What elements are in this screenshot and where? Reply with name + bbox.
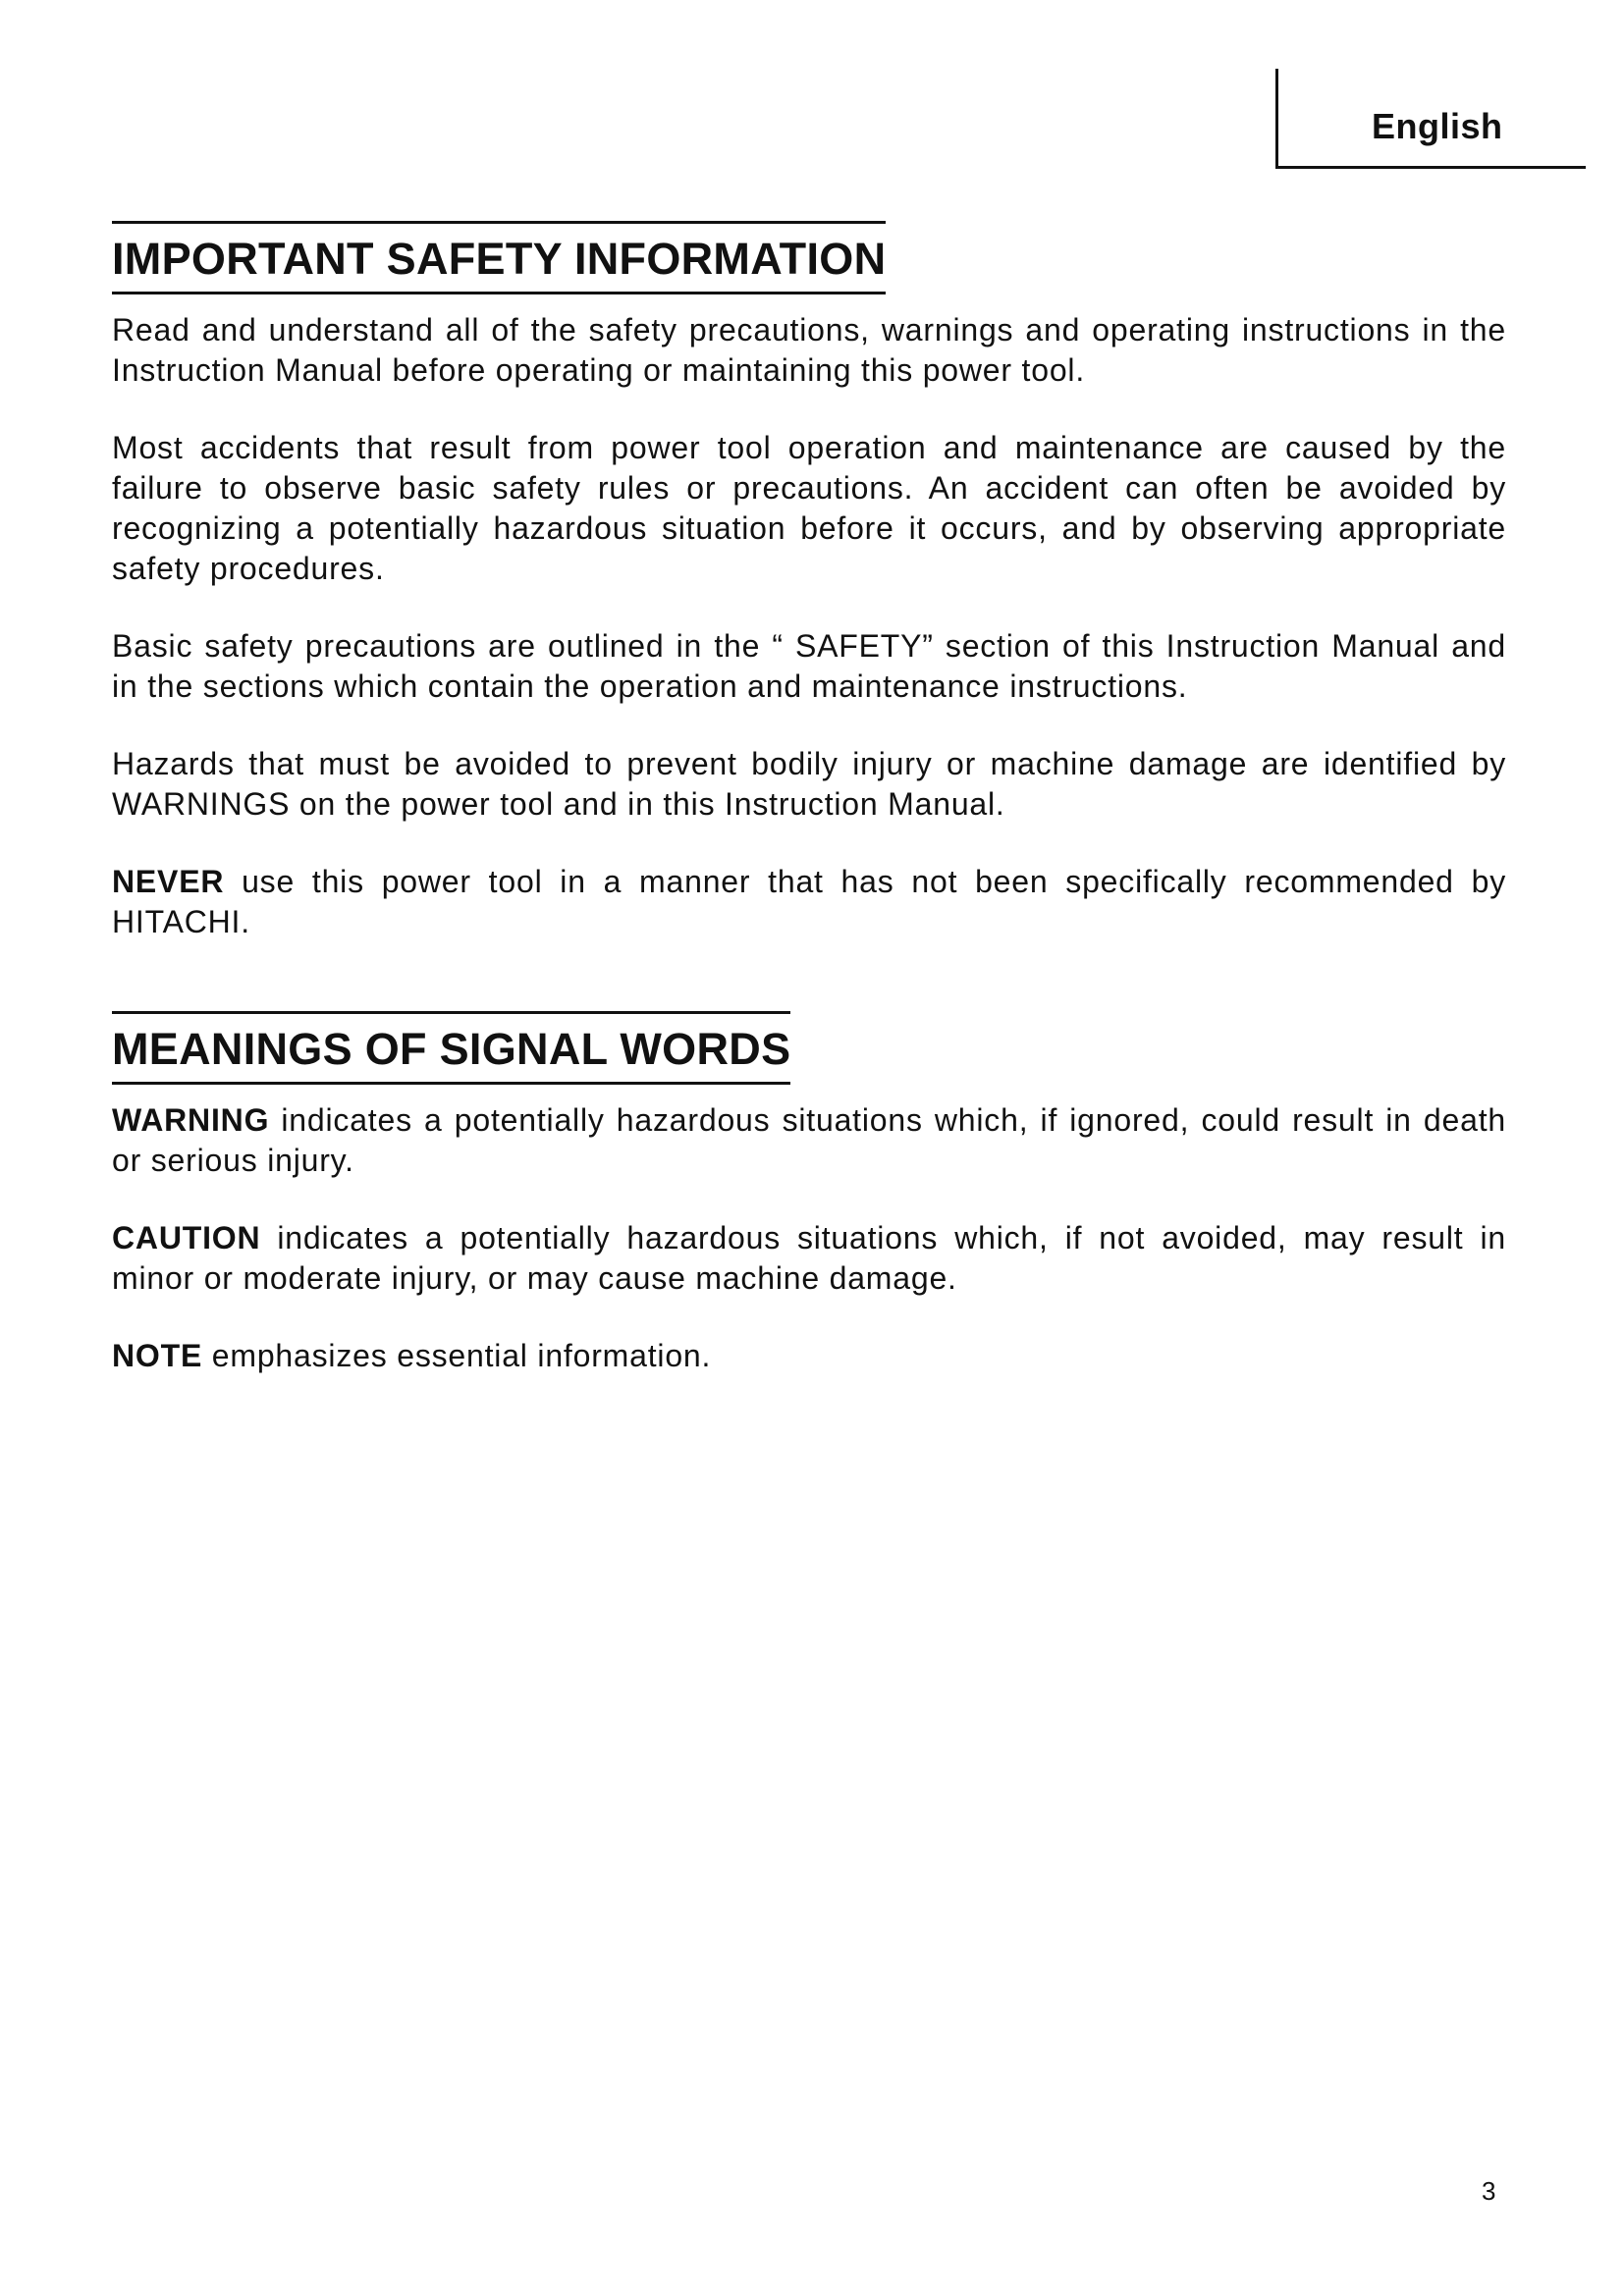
paragraph-note	[112, 1336, 1506, 1376]
page-number: 3	[1482, 2176, 1496, 2206]
paragraph-read-understand: Read and understand all of the safety precautions, warnings and operating instructions in the Instruction Manual before operating or maintaining this power tool.	[112, 312, 1506, 388]
paragraph-warning	[112, 1100, 1506, 1181]
never-text: use this power tool in a manner that has not been specifically recommended by HITACHI.	[112, 864, 1506, 939]
note-keyword: NOTE	[112, 1338, 203, 1373]
signal-words-heading: MEANINGS OF SIGNAL WORDS	[112, 1011, 790, 1085]
paragraph-basic-precautions: Basic safety precautions are outlined in the “ SAFETY” section of this Instruction Manual and in the sections which contain the operation and maintenance instructions.	[112, 628, 1506, 704]
important-safety-section	[112, 221, 1506, 980]
note-text: emphasizes essential information.	[202, 1338, 712, 1373]
important-safety-heading: IMPORTANT SAFETY INFORMATION	[112, 221, 886, 294]
warning-keyword: WARNING	[112, 1102, 270, 1138]
signal-words-section	[112, 1011, 1506, 1414]
never-keyword: NEVER	[112, 864, 225, 899]
paragraph-never	[112, 862, 1506, 942]
paragraph-caution	[112, 1218, 1506, 1299]
language-label: English	[1372, 106, 1503, 146]
caution-keyword: CAUTION	[112, 1220, 261, 1255]
warning-text: indicates a potentially hazardous situations which, if ignored, could result in death or serious injury.	[112, 1102, 1506, 1178]
paragraph-hazards: Hazards that must be avoided to prevent bodily injury or machine damage are identified by WARNINGS on the power tool and in this Instruction Manual.	[112, 746, 1506, 822]
caution-text: indicates a potentially hazardous situations which, if not avoided, may result in minor or moderate injury, or may cause machine damage.	[112, 1220, 1506, 1296]
language-tab	[1275, 69, 1586, 169]
paragraph-most-accidents: Most accidents that result from power tool operation and maintenance are caused by the failure to observe basic safety rules or precautions. An accident can often be avoided by recognizing a potentially hazardous situation before it occurs, and by observing appropriate safety procedures.	[112, 430, 1506, 586]
